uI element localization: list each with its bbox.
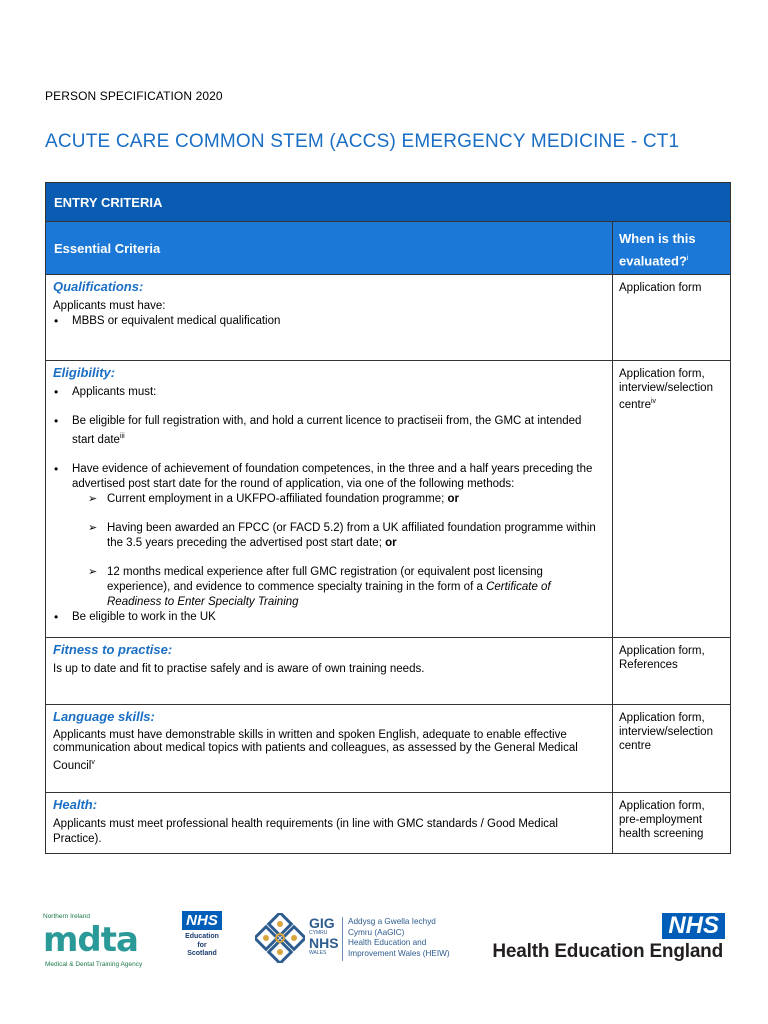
mdta-region: Northern Ireland bbox=[43, 913, 90, 920]
qualifications-row bbox=[46, 275, 731, 361]
celtic-knot-icon bbox=[255, 913, 305, 963]
qualifications-cell bbox=[46, 275, 613, 361]
document-kicker: PERSON SPECIFICATION 2020 bbox=[45, 89, 223, 103]
footnote-ref: v bbox=[91, 758, 95, 766]
entry-criteria-header: ENTRY CRITERIA bbox=[46, 183, 731, 222]
footnote-ref: i bbox=[686, 254, 689, 262]
logo-line: Scotland bbox=[187, 950, 217, 957]
or-label: or bbox=[385, 536, 397, 549]
list-item bbox=[53, 414, 605, 448]
nhs-education-scotland-logo bbox=[176, 911, 228, 959]
language-row bbox=[46, 704, 731, 792]
fitness-title: Fitness to practise: bbox=[53, 641, 173, 657]
when-evaluated-header bbox=[613, 222, 731, 275]
when-evaluated-label: When is this evaluated? bbox=[619, 230, 696, 269]
document-title: ACUTE CARE COMMON STEM (ACCS) EMERGENCY MEDICINE - CT1 bbox=[45, 131, 680, 152]
qualifications-list bbox=[53, 314, 605, 329]
eligibility-list-end bbox=[53, 610, 605, 625]
qualifications-when: Application form bbox=[613, 275, 731, 361]
mdta-logo bbox=[43, 913, 153, 971]
or-label: or bbox=[447, 492, 459, 505]
list-item bbox=[88, 565, 605, 610]
logo-line: Health Education and bbox=[348, 938, 427, 947]
method-text: 12 months medical experience after full GMC registration (or equivalent post licensing experience), and evidence to commence specialty training in the form of a bbox=[107, 565, 543, 593]
method-text: Having been awarded an FPCC (or FACD 5.2) from a UK affiliated foundation programme within the 3.5 years preceding the advertised post start date; bbox=[107, 521, 596, 549]
mdta-mark: mdta bbox=[43, 920, 138, 960]
fitness-row bbox=[46, 637, 731, 704]
wales-text: WALES bbox=[309, 950, 327, 956]
divider bbox=[342, 917, 343, 961]
language-text-block bbox=[53, 729, 605, 773]
fitness-when: Application form, References bbox=[613, 637, 731, 704]
eligibility-list bbox=[53, 385, 605, 492]
footnote-ref: iii bbox=[119, 433, 125, 440]
health-text: Applicants must meet professional health requirements (in line with GMC standards / Good Medical Practice). bbox=[53, 817, 558, 845]
eligibility-cell bbox=[46, 361, 613, 638]
eligibility-methods-list bbox=[53, 492, 605, 610]
qualifications-title: Qualifications: bbox=[53, 279, 144, 294]
health-cell bbox=[46, 792, 613, 853]
health-when: Application form, pre-employment health screening bbox=[613, 792, 731, 853]
footnote-ref: iv bbox=[650, 398, 657, 405]
eligibility-row bbox=[46, 361, 731, 638]
gig-text: GIG bbox=[309, 915, 335, 931]
list-item: • Applicants must: bbox=[53, 385, 605, 400]
health-title: Health: bbox=[53, 796, 98, 812]
fitness-text: Is up to date and fit to practise safely and is aware of own training needs. bbox=[53, 662, 425, 675]
logo-line: Improvement Wales (HEIW) bbox=[348, 948, 450, 958]
language-cell bbox=[46, 704, 613, 792]
language-when: Application form, interview/selection centre bbox=[613, 704, 731, 792]
logo-line: for bbox=[197, 941, 207, 949]
heiw-logo bbox=[255, 913, 485, 967]
nhs-badge: NHS bbox=[182, 911, 222, 930]
heiw-name bbox=[348, 917, 450, 959]
method-text: Current employment in a UKFPO-affiliated foundation programme; bbox=[107, 492, 445, 505]
nhs-badge: NHS bbox=[662, 913, 725, 939]
person-spec-table bbox=[45, 182, 731, 854]
nhs-scotland-text bbox=[176, 933, 228, 959]
list-item: • Be eligible to work in the UK bbox=[53, 610, 605, 625]
essential-criteria-header: Essential Criteria bbox=[46, 222, 613, 275]
entry-criteria-row bbox=[46, 183, 731, 222]
cymru-text: CYMRU bbox=[309, 930, 328, 936]
nhs-wales-text: NHS bbox=[309, 935, 339, 951]
fitness-cell bbox=[46, 637, 613, 704]
partner-logos bbox=[0, 905, 768, 975]
mdta-subtitle: Medical & Dental Training Agency bbox=[45, 961, 143, 968]
certificate-name: Certificate of Readiness to Enter Specialty Training bbox=[107, 580, 551, 608]
eligibility-when-text: Application form, interview/selection centre bbox=[619, 368, 713, 411]
health-education-england-logo bbox=[493, 913, 725, 968]
qualifications-intro: Applicants must have: bbox=[53, 300, 166, 312]
language-title: Language skills: bbox=[53, 708, 155, 724]
logo-line: Education bbox=[185, 933, 219, 940]
list-item bbox=[88, 521, 605, 551]
health-row bbox=[46, 792, 731, 853]
column-header-row bbox=[46, 222, 731, 275]
logo-line: Addysg a Gwella Iechyd bbox=[348, 917, 436, 926]
eligibility-title: Eligibility: bbox=[53, 365, 116, 380]
list-item: • MBBS or equivalent medical qualification bbox=[53, 314, 605, 329]
list-item: • Have evidence of achievement of foundation competences, in the three and a half years preceding the advertised post start date for the round of application, via one of the following methods: bbox=[53, 462, 605, 492]
list-item bbox=[88, 492, 605, 507]
eligibility-registration-text: Be eligible for full registration with, and hold a current licence to practiseii from, the GMC at intended start date bbox=[72, 415, 582, 446]
eligibility-when bbox=[613, 361, 731, 638]
language-text: Applicants must have demonstrable skills in written and spoken English, adequate to enable effective communication about medical topics with patients and colleagues, as assessed by the General Medical Council bbox=[53, 728, 578, 772]
hee-name: Health Education England bbox=[492, 941, 723, 962]
logo-line: Cymru (AaGIC) bbox=[348, 927, 405, 937]
